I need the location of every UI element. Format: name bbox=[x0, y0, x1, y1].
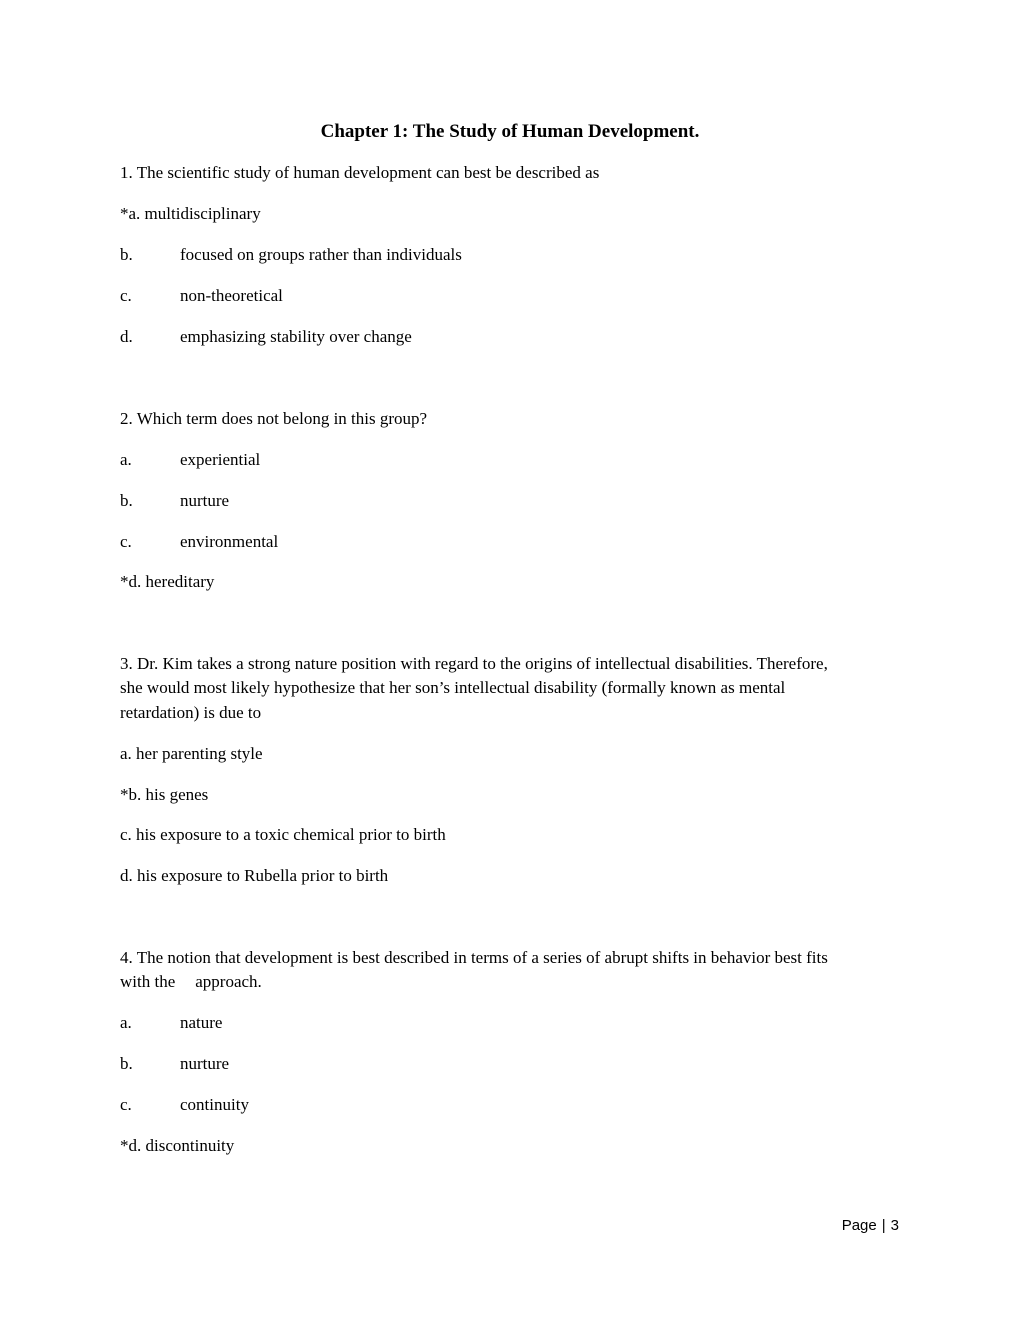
question-2-option-c-letter: c. bbox=[120, 532, 132, 551]
question-4-stem-with-the: with the bbox=[120, 972, 176, 991]
question-3-option-a: a. her parenting style bbox=[120, 744, 263, 763]
question-4-option-c-letter: c. bbox=[120, 1095, 132, 1114]
question-2-stem: 2. Which term does not belong in this group? bbox=[120, 409, 428, 428]
question-1-option-b-text: focused on groups rather than individuals bbox=[180, 245, 462, 264]
question-1-option-c-letter: c. bbox=[120, 286, 132, 305]
question-3-stem-line-3: retardation) is due to bbox=[120, 703, 262, 722]
question-2-option-a-text: experiential bbox=[180, 450, 261, 469]
question-4-option-d: *d. discontinuity bbox=[120, 1136, 235, 1155]
question-3-option-c: c. his exposure to a toxic chemical prior to birth bbox=[120, 825, 446, 844]
chapter-title: Chapter 1: The Study of Human Development. bbox=[320, 121, 700, 142]
question-2-option-c-text: environmental bbox=[180, 532, 279, 551]
question-4-option-b-letter: b. bbox=[120, 1054, 133, 1073]
question-3-stem-line-2: she would most likely hypothesize that her son’s intellectual disability (formally known as mental bbox=[120, 678, 786, 697]
question-1-option-b-letter: b. bbox=[120, 245, 133, 264]
question-2-option-a-letter: a. bbox=[120, 450, 132, 469]
page-number: 3 bbox=[890, 1217, 899, 1234]
question-4-option-b-text: nurture bbox=[180, 1054, 230, 1073]
question-4-option-a-text: nature bbox=[180, 1013, 223, 1032]
page-label: Page bbox=[841, 1217, 877, 1234]
question-4-option-c-text: continuity bbox=[180, 1095, 249, 1114]
question-2-option-d: *d. hereditary bbox=[120, 572, 215, 591]
question-3-option-b: *b. his genes bbox=[120, 785, 209, 804]
question-4-stem-approach: approach. bbox=[195, 972, 262, 991]
question-3-option-d: d. his exposure to Rubella prior to birth bbox=[120, 866, 389, 885]
question-1-option-d-text: emphasizing stability over change bbox=[180, 327, 412, 346]
question-3-stem-line-1: 3. Dr. Kim takes a strong nature position with regard to the origins of intellectual disabilities. Therefore, bbox=[120, 654, 828, 673]
question-4-stem-line-2 bbox=[120, 970, 890, 995]
question-1-option-c-text: non-theoretical bbox=[180, 286, 283, 305]
question-1-option-a: *a. multidisciplinary bbox=[120, 204, 261, 223]
question-2-option-b-letter: b. bbox=[120, 491, 133, 510]
question-1-option-d-letter: d. bbox=[120, 327, 133, 346]
page-separator: | bbox=[881, 1217, 886, 1234]
question-2-option-b-text: nurture bbox=[180, 491, 230, 510]
question-4-option-a-letter: a. bbox=[120, 1013, 132, 1032]
question-1-stem: 1. The scientific study of human development can best be described as bbox=[120, 163, 600, 182]
page-footer bbox=[842, 1215, 899, 1237]
question-4-stem-line-1: 4. The notion that development is best described in terms of a series of abrupt shifts in behavior best fits bbox=[120, 948, 828, 967]
